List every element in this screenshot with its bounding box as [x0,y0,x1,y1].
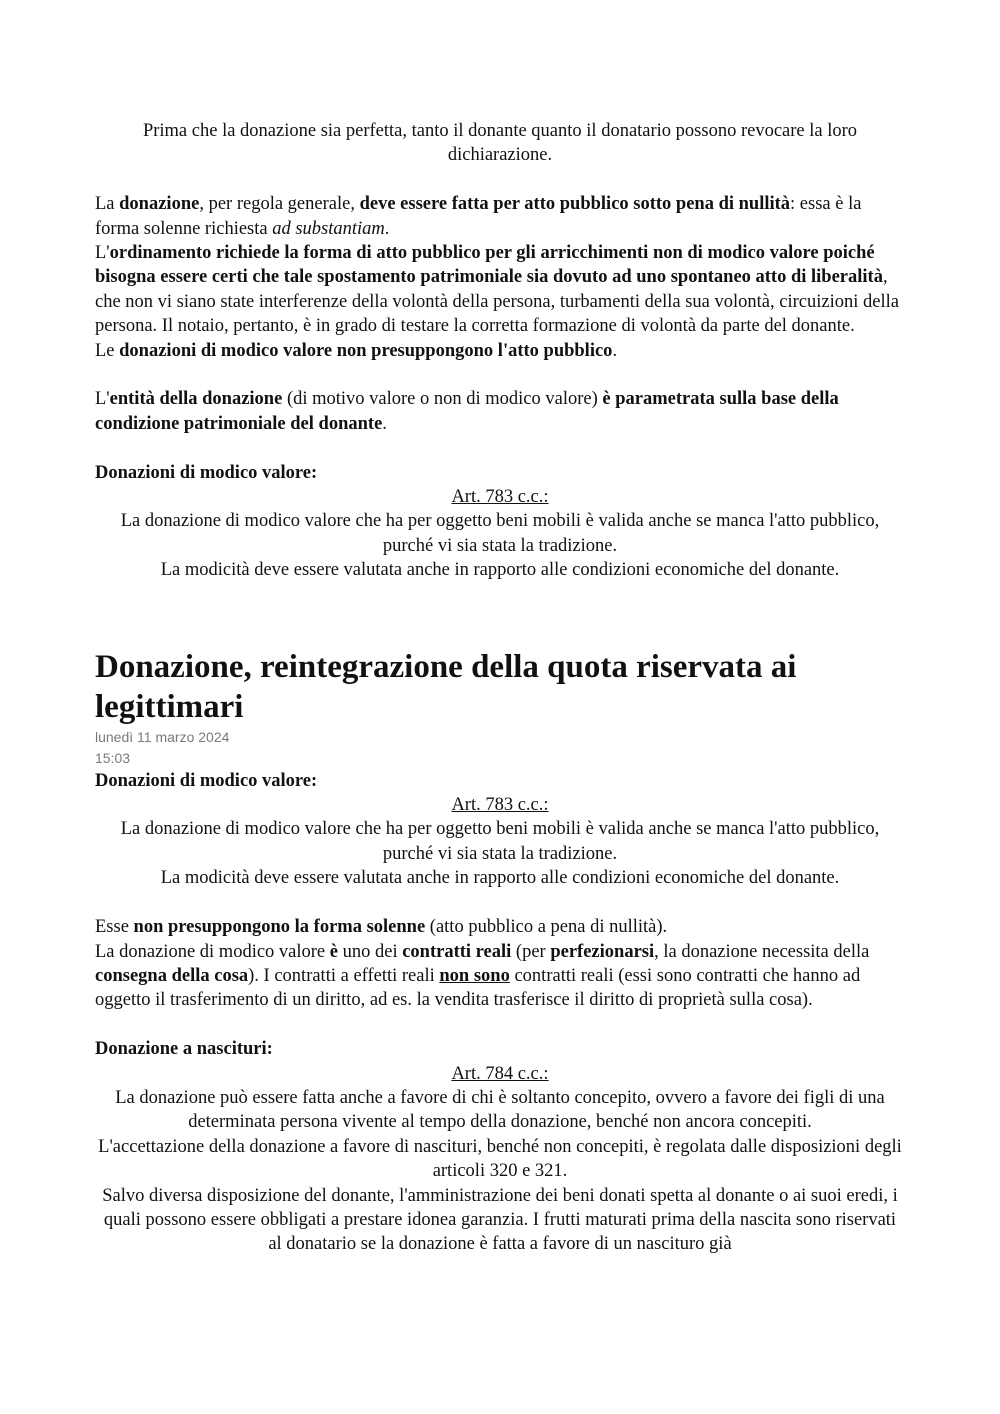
article-link[interactable]: Art. 783 c.c.: [451,795,549,816]
text-run: Le [95,340,120,361]
ordinamento-paragraph [95,241,905,339]
bold-term: è [329,941,338,962]
bold-term: perfezionarsi [550,941,655,962]
bold-term: entità della donazione [109,389,283,410]
bold-term: deve essere fatta per atto pubblico sotto pena di nullità [359,194,791,215]
section-heading [95,1037,905,1061]
text-run: . [384,218,390,239]
bold-term: contratti reali [402,941,512,962]
article-reference [95,1062,905,1086]
italic-term: ad substantiam [272,218,385,239]
text-run: Esse [95,917,134,938]
form-paragraph [95,192,905,241]
text-run: , che non vi siano state interferenze della volontà della persona, turbamenti della sua volontà, circuizioni della persona. Il notaio, pertanto, è in grado di testare la corretta formazione di volontà da parte del donante. [95,267,899,337]
text-run: contratti reali (essi sono contratti che hanno ad oggetto il trasferimento di un diritto, ad es. la vendita trasferisce il diritto di proprietà sulla cosa). [95,965,861,1011]
bold-term: donazione [119,194,200,215]
bold-term: ordinamento richiede la forma di atto pubblico per gli arricchimenti non di modico valore poiché bisogna essere certi che tale spostamento patrimoniale sia dovuto ad uno spontaneo atto di liberalità [95,243,883,288]
article-reference [95,793,905,817]
text-run: (atto pubblico a pena di nullità). [425,917,668,938]
section-heading-text: Donazioni di modico valore: [95,770,318,791]
document-page [95,119,905,1257]
bold-underlined-term: non sono [439,965,510,986]
article-text: La donazione può essere fatta anche a favore di chi è soltanto concepito, ovvero a favore dei figli di una determinata persona vivente al tempo della donazione, benché non ancora concepiti. [115,1087,885,1133]
text-run: , la donazione necessita della [654,941,870,962]
article-text: La donazione di modico valore che ha per oggetto beni mobili è valida anche se manca l'atto pubblico, purché vi sia stata la tradizione. [120,819,880,864]
text-run: L' [95,389,110,410]
section-heading-text: Donazioni di modico valore: [95,462,318,483]
text-run: (per [511,941,551,962]
article-text: La modicità deve essere valutata anche in rapporto alle condizioni economiche del donante. [160,560,840,581]
bold-term: donazioni di modico valore non presuppongono l'atto pubblico [119,340,613,361]
bold-term: è parametrata sulla base della condizione patrimoniale del donante [95,389,839,434]
revocation-note: Prima che la donazione sia perfetta, tanto il donante quanto il donatario possono revocare la loro dichiarazione. [142,121,858,166]
text-run: . [612,340,618,361]
article-reference [95,485,905,509]
section-heading [95,769,905,793]
article-text: Salvo diversa disposizione del donante, l'amministrazione dei beni donati spetta al donante o ai suoi eredi, i quali possono essere obbligati a prestare idonea garanzia. I frutti maturati prima della nascita sono riservati al donatario se la donazione è fatta a favore di un nascituro già [102,1185,898,1255]
article-text: La donazione di modico valore che ha per oggetto beni mobili è valida anche se manca l'atto pubblico, purché vi sia stata la tradizione. [120,511,880,556]
text-run: La donazione di modico valore [95,941,330,962]
article-link[interactable]: Art. 783 c.c.: [451,487,549,508]
text-run: . [382,413,387,434]
text-run: La [95,194,120,215]
solenne-paragraph [95,915,905,939]
modico-valore-paragraph [95,339,905,363]
section-heading-text: Donazione a nascituri: [95,1039,273,1060]
text-run: L' [95,243,110,264]
text-run: : essa è la forma solenne richiesta [95,194,862,239]
text-run: ). I contratti a effetti reali [248,965,440,986]
page-title: Donazione, reintegrazione della quota riservata ai legittimari [95,648,797,725]
bold-term: consegna della cosa [95,965,249,986]
bold-term: non presuppongono la forma solenne [133,917,426,938]
text-run: (di motivo valore o non di modico valore) [282,389,603,410]
entita-paragraph [95,387,905,436]
page-date: lunedì 11 marzo 2024 [95,728,230,745]
section-heading [95,461,905,485]
article-text: L'accettazione della donazione a favore di nascituri, benché non concepiti, è regolata dalle disposizioni degli articoli 320 e 321. [98,1136,902,1182]
contratti-reali-paragraph [95,940,905,1013]
text-run: , per regola generale, [199,194,360,215]
article-text: La modicità deve essere valutata anche in rapporto alle condizioni economiche del donante. [160,868,840,889]
text-run: uno dei [337,941,403,962]
article-link[interactable]: Art. 784 c.c.: [451,1063,549,1084]
page-time: 15:03 [95,749,131,766]
